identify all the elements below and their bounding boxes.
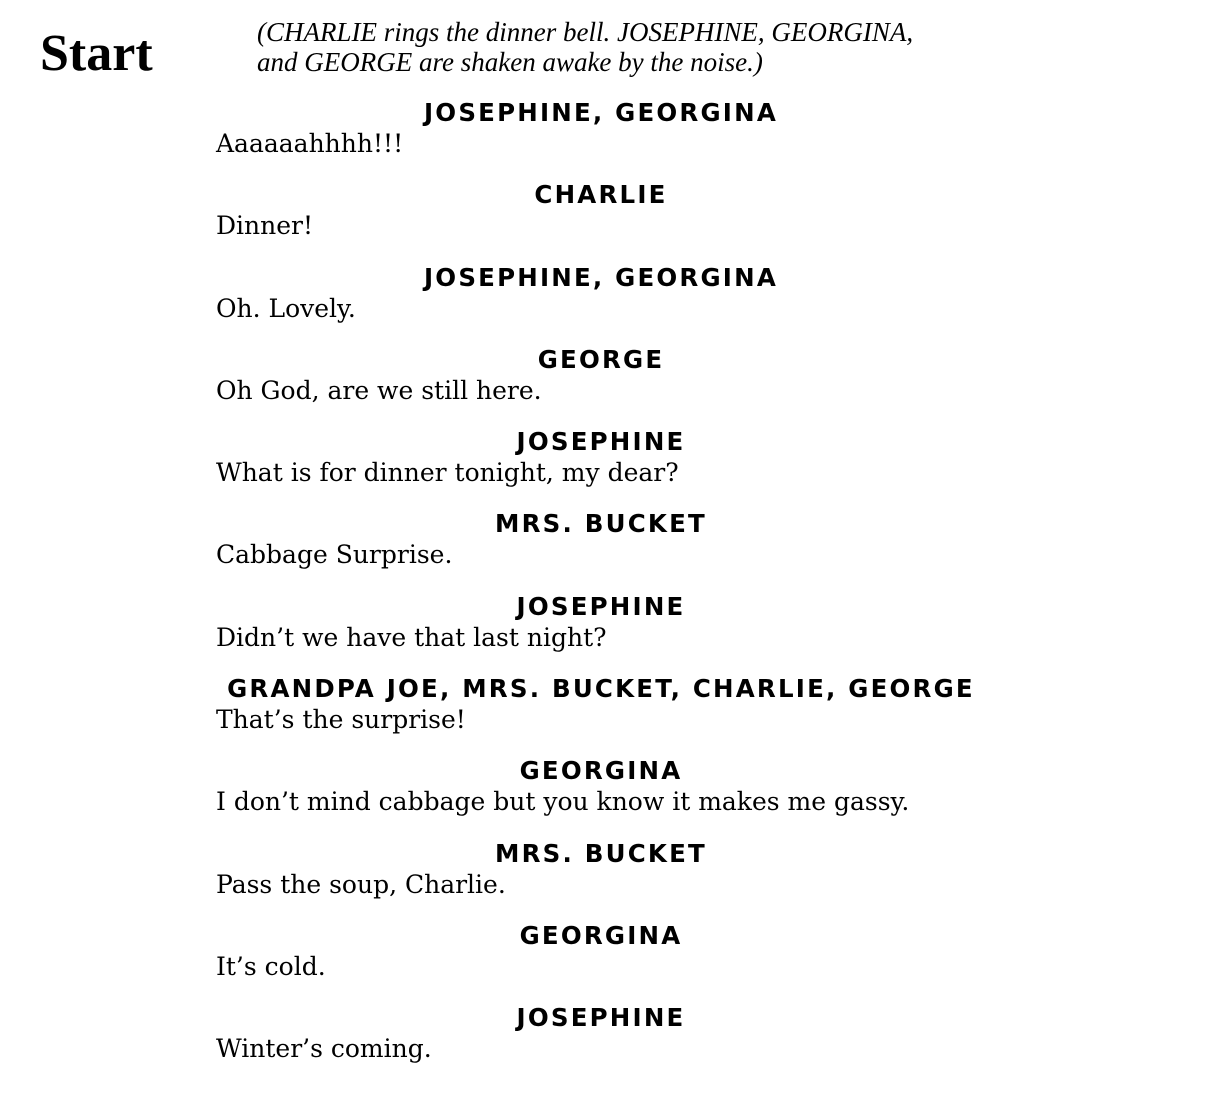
dialogue-line: I don’t mind cabbage but you know it makes me gassy.	[216, 787, 910, 817]
speaker-name: MRS. BUCKET	[495, 838, 707, 868]
dialogue-cue	[216, 261, 986, 343]
stage-direction	[257, 17, 1017, 77]
dialogue-line: What is for dinner tonight, my dear?	[216, 458, 679, 488]
dialogue-cue	[216, 837, 986, 919]
speaker-name: GRANDPA JOE, MRS. BUCKET, CHARLIE, GEORGE	[227, 674, 975, 704]
dialogue-cue	[216, 178, 986, 260]
section-label: Start	[40, 25, 153, 82]
dialogue-line: Winter’s coming.	[216, 1034, 432, 1064]
dialogue-cue	[216, 343, 986, 425]
dialogue-line: Oh God, are we still here.	[216, 375, 542, 405]
dialogue-cue	[216, 672, 986, 754]
dialogue-line: Dinner!	[216, 211, 314, 241]
dialogue-cue	[216, 1001, 986, 1083]
speaker-name: JOSEPHINE	[516, 427, 686, 457]
speaker-name: GEORGE	[537, 344, 665, 374]
speaker-name: GEORGINA	[519, 920, 683, 950]
dialogue-line: That’s the surprise!	[216, 705, 466, 735]
dialogue-line: Pass the soup, Charlie.	[216, 869, 506, 899]
stage-direction-line-2: and GEORGE are shaken awake by the noise.)	[257, 47, 763, 77]
stage-direction-line-1: (CHARLIE rings the dinner bell. JOSEPHINE, GEORGINA,	[257, 17, 914, 47]
dialogue-cue	[216, 507, 986, 589]
dialogue-cue	[216, 919, 986, 1001]
dialogue-line: It’s cold.	[216, 951, 326, 981]
dialogue-block	[216, 96, 986, 1084]
speaker-name: GEORGINA	[519, 756, 683, 786]
speaker-name: MRS. BUCKET	[495, 509, 707, 539]
dialogue-cue	[216, 590, 986, 672]
dialogue-line: Aaaaaahhhh!!!	[216, 129, 404, 158]
speaker-name: JOSEPHINE, GEORGINA	[423, 262, 778, 292]
speaker-name: CHARLIE	[534, 180, 668, 210]
speaker-name: JOSEPHINE	[516, 1003, 686, 1033]
dialogue-line: Didn’t we have that last night?	[216, 622, 607, 652]
dialogue-line: Cabbage Surprise.	[216, 540, 453, 570]
dialogue-cue	[216, 96, 986, 178]
speaker-name: JOSEPHINE, GEORGINA	[423, 98, 778, 127]
speaker-name: JOSEPHINE	[516, 591, 686, 621]
dialogue-line: Oh. Lovely.	[216, 293, 356, 323]
dialogue-cue	[216, 425, 986, 507]
dialogue-cue	[216, 754, 986, 836]
